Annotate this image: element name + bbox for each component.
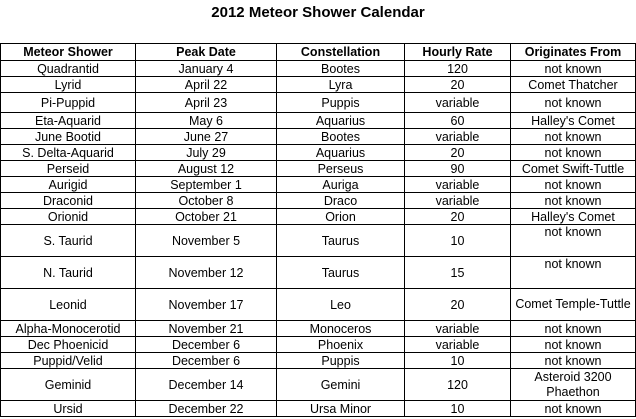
cell-shower: N. Taurid [1,257,136,289]
table-row [1,193,636,209]
cell-origin: not known [511,193,636,209]
cell-peak-date: November 17 [136,289,277,321]
cell-peak-date: December 6 [136,353,277,369]
cell-peak-date: November 5 [136,225,277,257]
table-row [1,177,636,193]
cell-shower: Draconid [1,193,136,209]
cell-constellation: Taurus [277,257,405,289]
cell-constellation: Orion [277,209,405,225]
cell-shower: Ursid [1,401,136,417]
cell-peak-date: October 21 [136,209,277,225]
table-header-row [1,44,636,61]
cell-peak-date: July 29 [136,145,277,161]
cell-shower: Eta-Aquarid [1,113,136,129]
cell-peak-date: October 8 [136,193,277,209]
cell-hourly-rate: 20 [405,209,511,225]
cell-shower: Dec Phoenicid [1,337,136,353]
cell-origin: not known [511,129,636,145]
cell-hourly-rate: 10 [405,353,511,369]
cell-hourly-rate: variable [405,193,511,209]
cell-constellation: Puppis [277,93,405,113]
cell-hourly-rate: variable [405,129,511,145]
cell-hourly-rate: 120 [405,61,511,77]
table-row [1,93,636,113]
cell-origin: not known [511,401,636,417]
cell-origin: Comet Swift-Tuttle [511,161,636,177]
cell-hourly-rate: 60 [405,113,511,129]
table-row [1,337,636,353]
cell-origin: Halley's Comet [511,209,636,225]
column-header-meteor-shower: Meteor Shower [1,44,136,61]
table-row [1,77,636,93]
cell-shower: June Bootid [1,129,136,145]
cell-constellation: Ursa Minor [277,401,405,417]
cell-hourly-rate: variable [405,177,511,193]
cell-peak-date: April 23 [136,93,277,113]
cell-peak-date: November 12 [136,257,277,289]
cell-constellation: Monoceros [277,321,405,337]
table-row [1,353,636,369]
cell-hourly-rate: 10 [405,401,511,417]
cell-peak-date: January 4 [136,61,277,77]
cell-hourly-rate: 20 [405,145,511,161]
cell-origin: Halley's Comet [511,113,636,129]
cell-hourly-rate: variable [405,93,511,113]
column-header-peak-date: Peak Date [136,44,277,61]
table-row [1,369,636,401]
cell-constellation: Auriga [277,177,405,193]
cell-shower: Aurigid [1,177,136,193]
cell-origin: Comet Thatcher [511,77,636,93]
cell-constellation: Aquarius [277,145,405,161]
cell-constellation: Perseus [277,161,405,177]
column-header-originates-from: Originates From [511,44,636,61]
cell-hourly-rate: 15 [405,257,511,289]
cell-constellation: Leo [277,289,405,321]
cell-constellation: Phoenix [277,337,405,353]
cell-origin: not known [511,177,636,193]
cell-shower: Alpha-Monocerotid [1,321,136,337]
cell-peak-date: November 21 [136,321,277,337]
table-row [1,257,636,289]
column-header-constellation: Constellation [277,44,405,61]
cell-peak-date: April 22 [136,77,277,93]
page-title: 2012 Meteor Shower Calendar [211,4,425,21]
cell-hourly-rate: variable [405,337,511,353]
cell-constellation: Aquarius [277,113,405,129]
table-row [1,61,636,77]
cell-hourly-rate: 120 [405,369,511,401]
cell-constellation: Bootes [277,129,405,145]
cell-constellation: Taurus [277,225,405,257]
table-row [1,225,636,257]
cell-shower: S. Delta-Aquarid [1,145,136,161]
cell-origin: not known [511,337,636,353]
cell-origin: Asteroid 3200 Phaethon [511,369,636,401]
cell-origin: not known [511,321,636,337]
cell-constellation: Puppis [277,353,405,369]
table-row [1,289,636,321]
cell-shower: Puppid/Velid [1,353,136,369]
cell-constellation: Bootes [277,61,405,77]
cell-hourly-rate: 20 [405,77,511,93]
cell-shower: Lyrid [1,77,136,93]
cell-peak-date: December 22 [136,401,277,417]
table-row [1,161,636,177]
cell-shower: S. Taurid [1,225,136,257]
cell-hourly-rate: 90 [405,161,511,177]
cell-hourly-rate: 10 [405,225,511,257]
table-row [1,145,636,161]
cell-origin: not known [511,145,636,161]
cell-peak-date: December 6 [136,337,277,353]
cell-origin: not known [511,257,636,289]
table-row [1,209,636,225]
cell-hourly-rate: 20 [405,289,511,321]
cell-origin: not known [511,225,636,257]
cell-origin: not known [511,61,636,77]
cell-shower: Orionid [1,209,136,225]
cell-shower: Leonid [1,289,136,321]
cell-shower: Pi-Puppid [1,93,136,113]
cell-peak-date: May 6 [136,113,277,129]
table-row [1,113,636,129]
cell-hourly-rate: variable [405,321,511,337]
table-row [1,129,636,145]
cell-peak-date: June 27 [136,129,277,145]
cell-constellation: Lyra [277,77,405,93]
cell-peak-date: December 14 [136,369,277,401]
table-row [1,321,636,337]
cell-constellation: Gemini [277,369,405,401]
cell-origin: not known [511,353,636,369]
cell-origin: Comet Temple-Tuttle [511,289,636,321]
cell-shower: Quadrantid [1,61,136,77]
cell-peak-date: August 12 [136,161,277,177]
column-header-hourly-rate: Hourly Rate [405,44,511,61]
cell-origin: not known [511,93,636,113]
cell-shower: Perseid [1,161,136,177]
cell-shower: Geminid [1,369,136,401]
cell-constellation: Draco [277,193,405,209]
meteor-shower-table [0,43,636,417]
cell-peak-date: September 1 [136,177,277,193]
table-row [1,401,636,417]
